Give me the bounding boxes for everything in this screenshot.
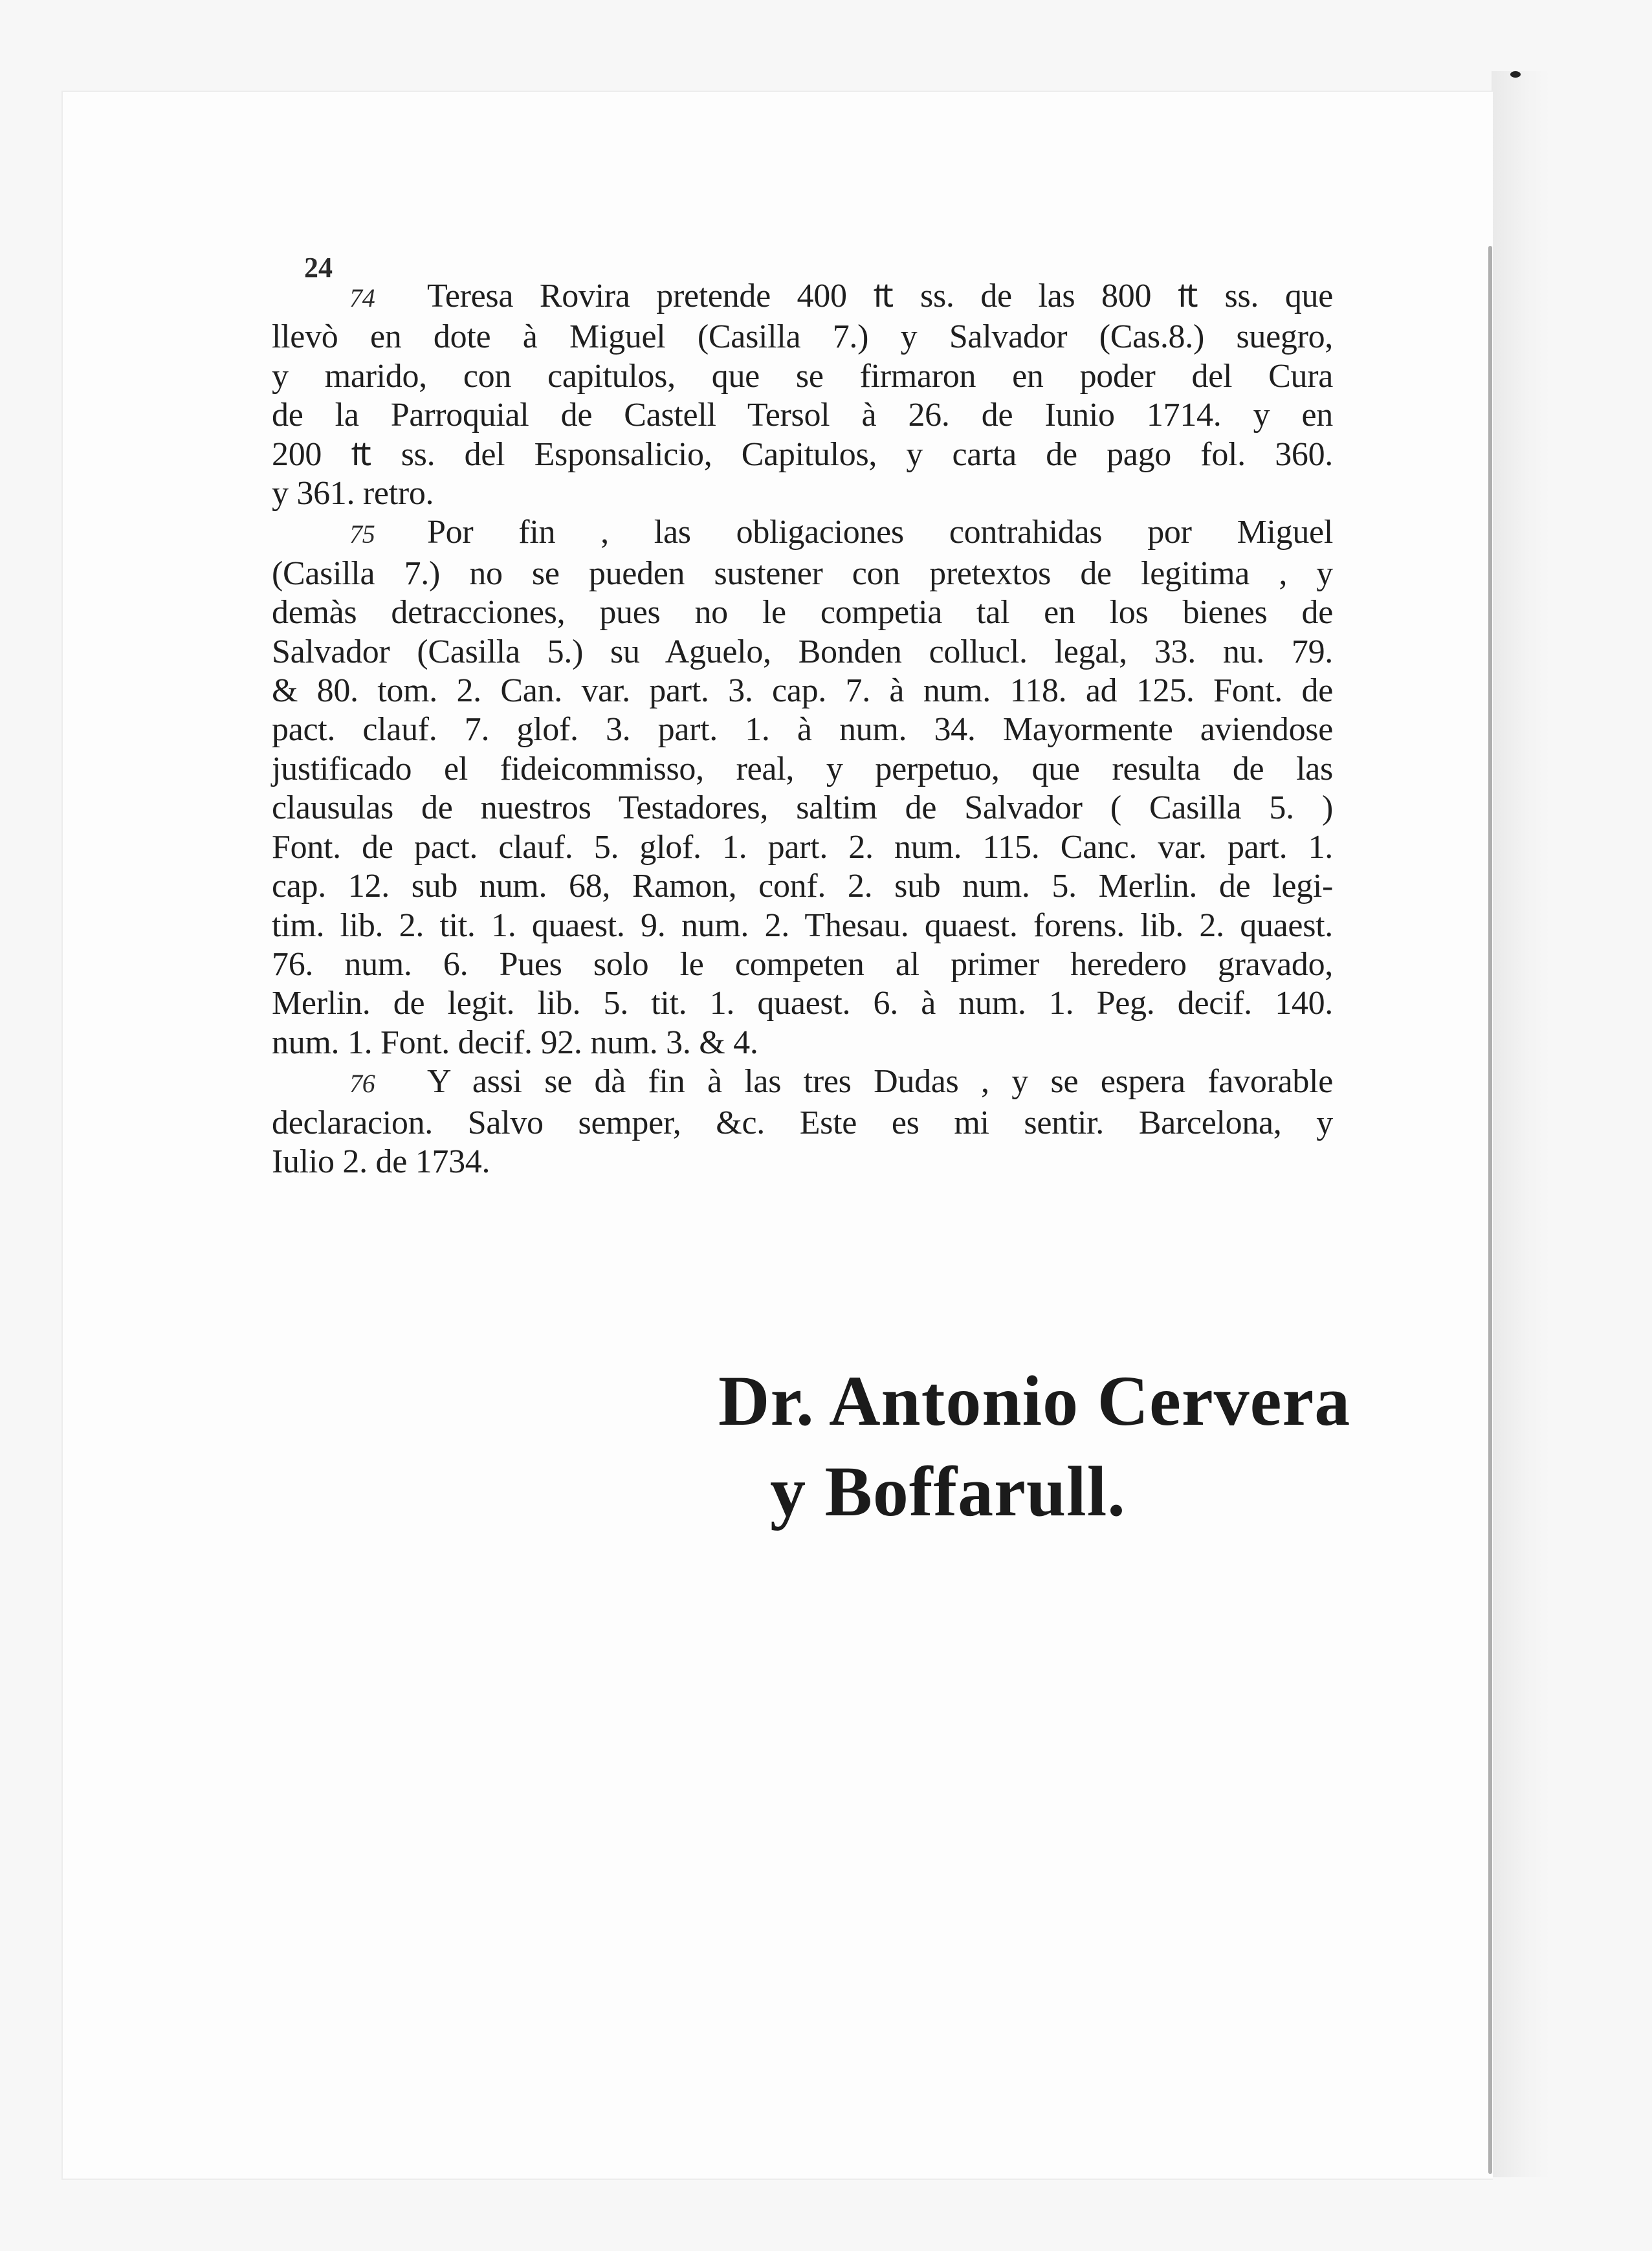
text-line: num. 1. Font. decif. 92. num. 3. & 4. — [272, 1024, 758, 1061]
text-line: declaracion. Salvo semper, &c. Este es mi sentir. Barcelona, y — [272, 1104, 1333, 1141]
text-line: pact. clauf. 7. glof. 3. part. 1. à num. 34. Mayormente aviendose — [272, 711, 1333, 749]
page-edge-shadow — [1492, 71, 1550, 2177]
paragraph-74 — [272, 277, 1333, 513]
paragraph-76 — [272, 1062, 1333, 1181]
text-line: de la Parroquial de Castell Tersol à 26. de Iunio 1714. y en — [272, 397, 1333, 434]
text-line: Merlin. de legit. lib. 5. tit. 1. quaest. 6. à num. 1. Peg. decif. 140. — [272, 985, 1333, 1022]
paragraph-number: 74 — [349, 283, 375, 313]
text-line: 74 Teresa Rovira pretende 400 ₶ ss. de las 800 ₶ ss. que — [272, 277, 1333, 318]
paragraph-75 — [272, 513, 1333, 1062]
page-number: 24 — [304, 252, 333, 283]
signature-name: Dr. Antonio Cervera — [718, 1361, 1351, 1440]
paragraph-number: 76 — [349, 1069, 375, 1099]
paragraph-number: 75 — [349, 520, 375, 549]
text-line: demàs detracciones, pues no le competia tal en los bienes de — [272, 594, 1333, 631]
text-line: y marido, con capitulos, que se firmaron en poder del Cura — [272, 357, 1333, 395]
signature — [718, 1356, 1350, 1537]
binding-edge — [1488, 246, 1492, 2174]
text-line: y 361. retro. — [272, 475, 434, 512]
text-line: clausulas de nuestros Testadores, saltim de Salvador ( Casilla 5. ) — [272, 789, 1333, 827]
text-line: Iulio 2. de 1734. — [272, 1143, 490, 1180]
text-line: tim. lib. 2. tit. 1. quaest. 9. num. 2. Thesau. quaest. forens. lib. 2. quaest. — [272, 906, 1333, 944]
text-line: & 80. tom. 2. Can. var. part. 3. cap. 7. à num. 118. ad 125. Font. de — [272, 672, 1333, 710]
text-line: 76 Y assi se dà fin à las tres Dudas , y se espera favorable — [272, 1062, 1333, 1103]
text-line: Salvador (Casilla 5.) su Aguelo, Bonden collucl. legal, 33. nu. 79. — [272, 633, 1333, 670]
signature-surname: y Boffarull. — [770, 1452, 1126, 1531]
body-text — [272, 277, 1333, 1181]
text-line: 75 Por fin , las obligaciones contrahidas por Miguel — [272, 513, 1333, 554]
text-line: Font. de pact. clauf. 5. glof. 1. part. 2. num. 115. Canc. var. part. 1. — [272, 828, 1333, 866]
text-line: 200 ₶ ss. del Esponsalicio, Capitulos, y carta de pago fol. 360. — [272, 435, 1333, 473]
text-line: justificado el fideicommisso, real, y perpetuo, que resulta de las — [272, 750, 1333, 787]
text-line: cap. 12. sub num. 68, Ramon, conf. 2. sub num. 5. Merlin. de legi- — [272, 868, 1333, 905]
text-line: 76. num. 6. Pues solo le competen al primer heredero gravado, — [272, 945, 1333, 983]
text-line: (Casilla 7.) no se pueden sustener con pretextos de legitima , y — [272, 555, 1333, 592]
ink-speck — [1510, 71, 1521, 78]
text-line: llevò en dote à Miguel (Casilla 7.) y Salvador (Cas.8.) suegro, — [272, 318, 1333, 356]
